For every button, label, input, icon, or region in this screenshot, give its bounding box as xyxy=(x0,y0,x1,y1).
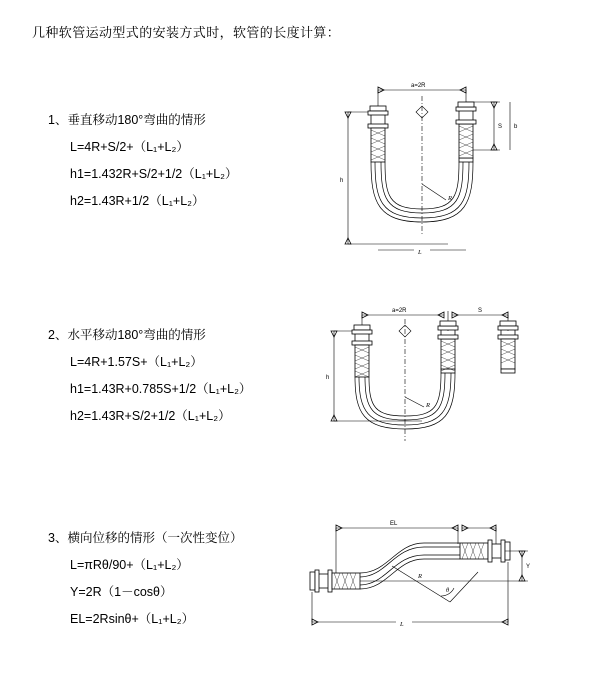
section-2-formula-2: h1=1.43R+0.785S+1/2（L₁+L₂） xyxy=(70,382,252,396)
svg-text:R: R xyxy=(426,402,430,409)
svg-text:L: L xyxy=(400,621,404,628)
figure-lateral-offset xyxy=(300,510,570,650)
svg-text:EL: EL xyxy=(390,521,398,527)
svg-text:h: h xyxy=(340,178,344,184)
svg-text:θ: θ xyxy=(446,587,450,594)
svg-text:b: b xyxy=(514,124,518,130)
section-2-title: 2、水平移动180°弯曲的情形 xyxy=(48,328,206,342)
svg-text:h: h xyxy=(326,375,330,381)
figure-horizontal-180 xyxy=(312,297,572,457)
page-title: 几种软管运动型式的安装方式时，软管的长度计算： xyxy=(32,25,341,40)
svg-text:L: L xyxy=(418,249,422,256)
svg-text:S: S xyxy=(498,124,503,130)
section-3-title: 3、横向位移的情形（一次性变位） xyxy=(48,531,243,545)
svg-text:a=2R: a=2R xyxy=(392,308,407,314)
section-2-text xyxy=(48,325,308,433)
figure-vertical-180 xyxy=(318,72,568,272)
section-1-formula-1: L=4R+S/2+（L₁+L₂） xyxy=(70,140,189,154)
section-3-formula-1: L=πRθ/90+（L₁+L₂） xyxy=(70,558,189,572)
svg-text:S: S xyxy=(478,308,483,314)
svg-text:R: R xyxy=(448,195,452,202)
svg-text:Y: Y xyxy=(526,564,531,570)
section-2-formula-3: h2=1.43R+S/2+1/2（L₁+L₂） xyxy=(70,409,231,423)
section-3-formula-2: Y=2R（1－cosθ） xyxy=(70,585,173,599)
section-2-formula-1: L=4R+1.57S+（L₁+L₂） xyxy=(70,355,203,369)
section-1-formula-3: h2=1.43R+1/2（L₁+L₂） xyxy=(70,194,205,208)
section-3-text xyxy=(48,528,308,636)
section-1-formula-2: h1=1.432R+S/2+1/2（L₁+L₂） xyxy=(70,167,238,181)
svg-text:R: R xyxy=(418,573,422,580)
section-1-title: 1、垂直移动180°弯曲的情形 xyxy=(48,113,206,127)
section-1-text xyxy=(48,110,308,218)
svg-text:a=2R: a=2R xyxy=(411,83,426,89)
section-3-formula-3: EL=2Rsinθ+（L₁+L₂） xyxy=(70,612,195,626)
